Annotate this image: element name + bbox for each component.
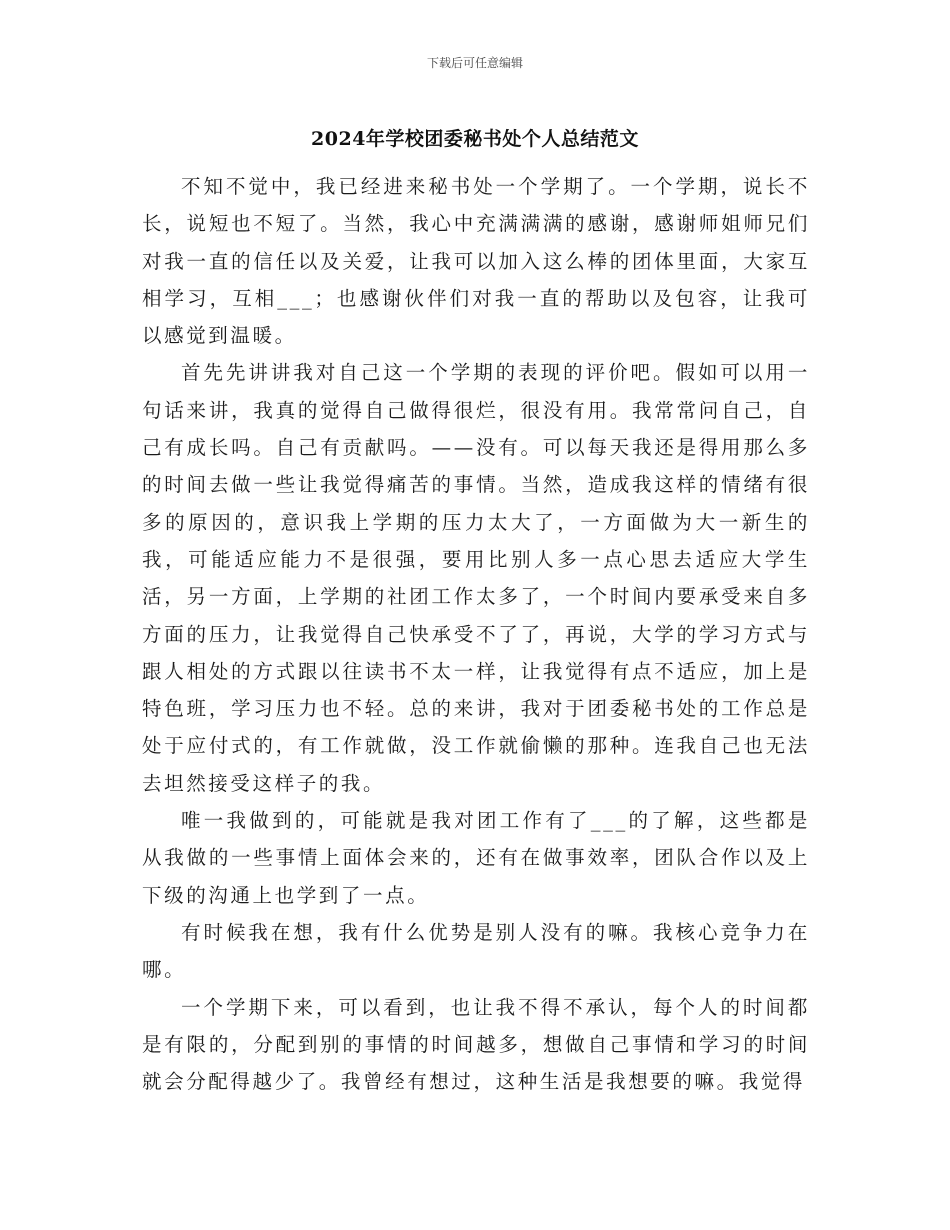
paragraph: 首先先讲讲我对自己这一个学期的表现的评价吧。假如可以用一句话来讲，我真的觉得自己做得很烂，很没有用。我常常问自己，自己有成长吗。自己有贡献吗。——没有。可以每天我还是得用那么多的时间去做一些让我觉得痛苦的事情。当然，造成我这样的情绪有很多的原因的，意识我上学期的压力太大了，一方面做为大一新生的我，可能适应能力不是很强，要用比别人多一点心思去适应大学生活，另一方面，上学期的社团工作太多了，一个时间内要承受来自多方面的压力，让我觉得自己快承受不了了，再说，大学的学习方式与跟人相处的方式跟以往读书不太一样，让我觉得有点不适应，加上是特色班，学习压力也不轻。总的来讲，我对于团委秘书处的工作总是处于应付式的，有工作就做，没工作就偷懒的那种。连我自己也无法去坦然接受这样子的我。 [142, 361, 810, 795]
header-note: 下载后可任意编辑 [426, 56, 523, 70]
document-title: 2024年学校团委秘书处个人总结范文 [311, 128, 639, 150]
paragraph: 有时候我在想，我有什么优势是别人没有的嘛。我核心竞争力在哪。 [142, 920, 810, 982]
paragraph: 不知不觉中，我已经进来秘书处一个学期了。一个学期，说长不长，说短也不短了。当然，我心中充满满满的感谢，感谢师姐师兄们对我一直的信任以及关爱，让我可以加入这么棒的团体里面，大家互相学习，互相___；也感谢伙伴们对我一直的帮助以及包容，让我可以感觉到温暖。 [142, 175, 810, 348]
paragraph: 一个学期下来，可以看到，也让我不得不承认，每个人的时间都是有限的，分配到别的事情的时间越多，想做自己事情和学习的时间就会分配得越少了。我曾经有想过，这种生活是我想要的嘛。我觉得 [142, 995, 810, 1094]
document-body [142, 168, 810, 1100]
paragraph: 唯一我做到的，可能就是我对团工作有了___的了解，这些都是从我做的一些事情上面体会来的，还有在做事效率，团队合作以及上下级的沟通上也学到了一点。 [142, 809, 810, 907]
